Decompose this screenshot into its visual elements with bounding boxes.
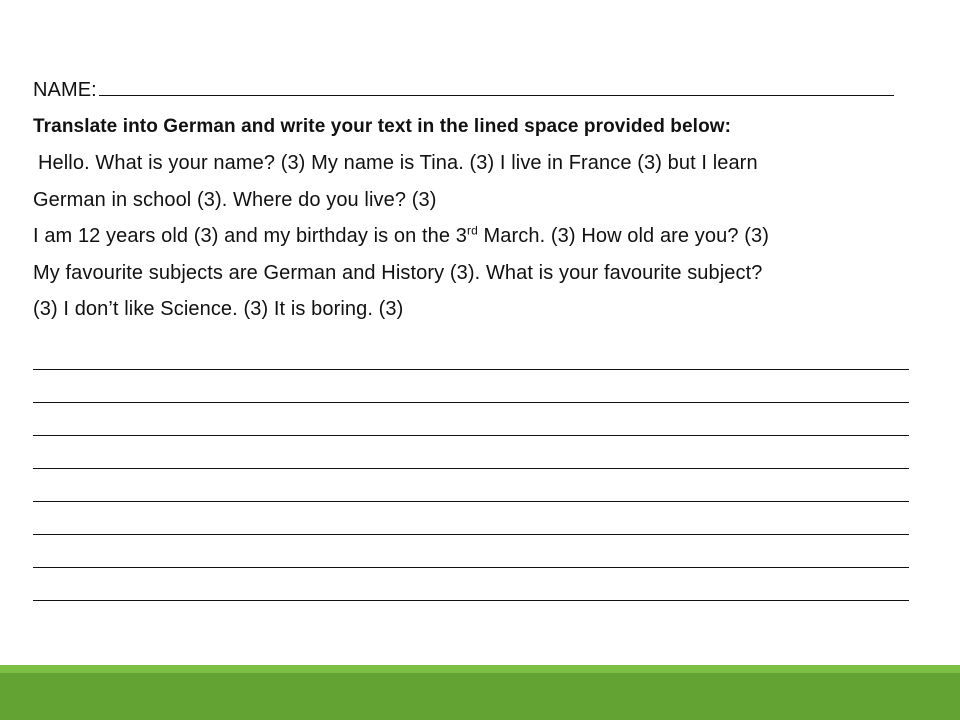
prompt-line-4: My favourite subjects are German and History (3). What is your favourite subject? xyxy=(33,261,763,284)
answer-line[interactable] xyxy=(33,370,909,403)
answer-lines-area[interactable] xyxy=(33,335,909,601)
prompt-line-3 xyxy=(33,218,913,255)
footer-accent-stripe xyxy=(0,665,960,673)
prompt-line-3-start: I am 12 years old (3) and my birthday is on the 3 xyxy=(33,225,468,247)
answer-line[interactable] xyxy=(33,568,909,601)
prompt-line-3-end: March. (3) How old are you? (3) xyxy=(477,225,769,247)
worksheet-content xyxy=(33,72,913,328)
name-row xyxy=(33,72,913,109)
prompt-line-5: (3) I don’t like Science. (3) It is boring. (3) xyxy=(33,298,404,320)
answer-line[interactable] xyxy=(33,502,909,535)
name-label: NAME: xyxy=(33,79,97,101)
prompt-line-1: Hello. What is your name? (3) My name is Tina. (3) I live in France (3) but I learn xyxy=(38,152,758,174)
instruction-text: Translate into German and write your text in the lined space provided below: xyxy=(33,115,732,137)
answer-line[interactable] xyxy=(33,335,909,370)
answer-line[interactable] xyxy=(33,403,909,436)
answer-line[interactable] xyxy=(33,469,909,502)
name-field-line[interactable] xyxy=(99,75,894,96)
footer-bar xyxy=(0,665,960,720)
answer-line[interactable] xyxy=(33,535,909,568)
ordinal-suffix: rd xyxy=(467,223,478,238)
answer-line[interactable] xyxy=(33,436,909,469)
prompt-line-2: German in school (3). Where do you live? (3) xyxy=(33,188,437,211)
